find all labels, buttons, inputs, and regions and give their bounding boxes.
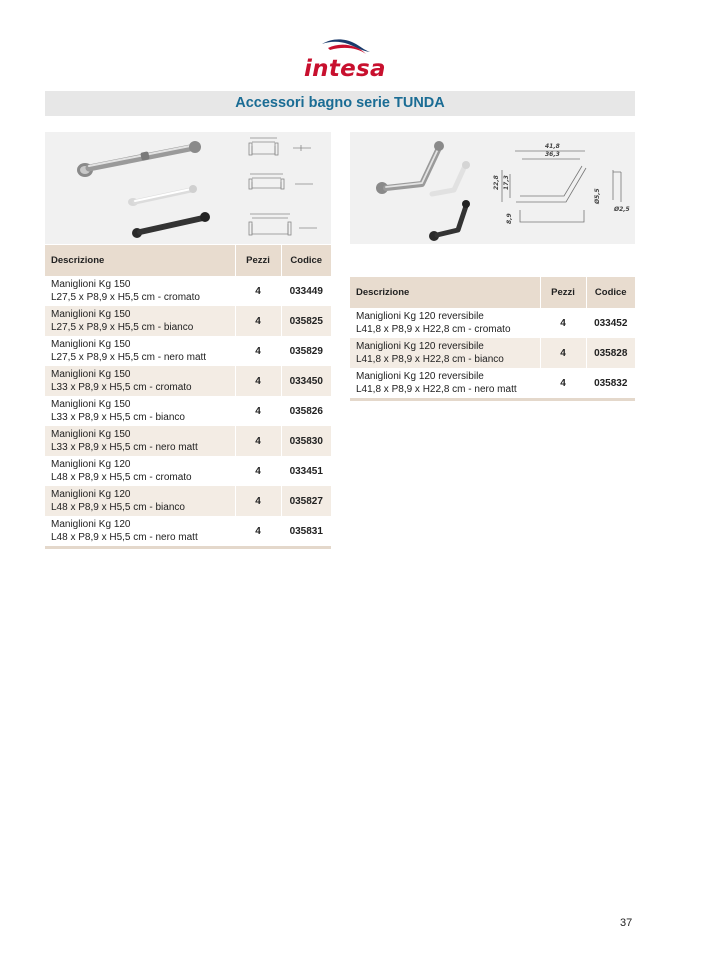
row-code: 035832: [586, 368, 635, 400]
table-row: [350, 338, 635, 368]
white-angled-bar-image: [432, 161, 470, 194]
row-description: [45, 426, 235, 456]
row-code: 035826: [289, 405, 323, 417]
row-description: [45, 306, 235, 336]
column-header-pieces: Pezzi: [235, 245, 281, 276]
row-code: 035830: [281, 426, 331, 456]
row-description-line2: L33 x P8,9 x H5,5 cm - cromato: [51, 382, 192, 393]
table-header-row: [45, 245, 331, 276]
table-row: [45, 456, 331, 486]
table-row: [45, 396, 331, 426]
dim-top-short: 36,3: [545, 151, 560, 158]
row-pieces: 4: [540, 308, 586, 338]
page-number: 37: [620, 917, 633, 929]
row-description-line1: Maniglioni Kg 150: [51, 399, 131, 410]
row-description: [350, 338, 540, 368]
row-description-line2: L27,5 x P8,9 x H5,5 cm - cromato: [51, 292, 200, 303]
dim-top-long: 41,8: [545, 143, 560, 150]
table-row: [350, 308, 635, 338]
table-row: [45, 366, 331, 396]
row-code: 035829: [289, 345, 323, 357]
row-pieces: 4: [235, 426, 281, 456]
product-photo-angled-grab-bars: [350, 132, 635, 244]
row-description-line2: L41,8 x P8,9 x H22,8 cm - bianco: [356, 354, 504, 365]
row-description-line1: Maniglioni Kg 150: [51, 279, 131, 290]
row-description-line2: L33 x P8,9 x H5,5 cm - bianco: [51, 412, 185, 423]
dim-depth: 8,9: [506, 213, 513, 224]
row-description-line2: L48 x P8,9 x H5,5 cm - cromato: [51, 472, 192, 483]
product-table-left: [45, 245, 331, 549]
row-pieces: 4: [235, 516, 281, 548]
grab-bar-illustration: [45, 132, 331, 244]
dim-side-height: Ø5,5: [594, 188, 601, 204]
table-row: [45, 426, 331, 456]
technical-drawings: [249, 138, 317, 235]
column-header-pieces: Pezzi: [540, 277, 586, 308]
chrome-angled-bar-image: [376, 141, 444, 194]
row-pieces: 4: [235, 366, 281, 396]
row-description: [45, 366, 235, 396]
column-header-code: Codice: [281, 245, 331, 276]
row-description-line1: Maniglioni Kg 120 reversibile: [356, 311, 484, 322]
row-description: [45, 456, 235, 486]
row-description: [45, 516, 235, 548]
row-description-line2: L41,8 x P8,9 x H22,8 cm - cromato: [356, 324, 511, 335]
page-title: Accessori bagno serie TUNDA: [235, 95, 445, 111]
row-description-line2: L27,5 x P8,9 x H5,5 cm - nero matt: [51, 352, 207, 363]
row-description: [45, 276, 235, 306]
section-title-bar: [45, 91, 635, 116]
row-description-line1: Maniglioni Kg 120: [51, 519, 131, 530]
row-pieces: 4: [235, 486, 281, 516]
row-description: [45, 396, 235, 426]
row-description: [45, 336, 235, 366]
row-description-line1: Maniglioni Kg 150: [51, 369, 131, 380]
row-code: 033450: [281, 366, 331, 396]
row-description-line2: L48 x P8,9 x H5,5 cm - bianco: [51, 502, 185, 513]
row-description-line1: Maniglioni Kg 150: [51, 309, 131, 320]
row-code: 035828: [586, 338, 635, 368]
row-description-line2: L41,8 x P8,9 x H22,8 cm - nero matt: [356, 384, 517, 395]
angled-grab-bar-illustration: [350, 132, 635, 244]
table-row: [45, 516, 331, 548]
row-description-line1: Maniglioni Kg 120 reversibile: [356, 371, 484, 382]
row-description-line1: Maniglioni Kg 120 reversibile: [356, 341, 484, 352]
row-pieces: 4: [235, 336, 281, 366]
row-pieces: 4: [540, 368, 586, 400]
row-code: 033451: [289, 465, 323, 477]
dim-side-diameter: Ø2,5: [614, 206, 630, 213]
dim-height-outer: 22,8: [493, 175, 500, 190]
dim-height-inner: 17,3: [503, 175, 510, 190]
white-grab-bar-image: [128, 185, 197, 206]
row-description-line1: Maniglioni Kg 150: [51, 339, 131, 350]
row-description-line1: Maniglioni Kg 150: [51, 429, 131, 440]
table-row: [350, 368, 635, 400]
table-header-row: [350, 277, 635, 308]
black-angled-bar-image: [429, 200, 470, 241]
row-description-line2: L27,5 x P8,9 x H5,5 cm - bianco: [51, 322, 194, 333]
table-row: [45, 276, 331, 306]
row-description: [45, 486, 235, 516]
product-photo-straight-grab-bars: [45, 132, 331, 244]
black-grab-bar-image: [132, 212, 210, 238]
row-pieces: 4: [235, 276, 281, 306]
row-description-line1: Maniglioni Kg 120: [51, 489, 131, 500]
row-pieces: 4: [235, 306, 281, 336]
angled-technical-drawing: [502, 151, 621, 222]
row-code: 035831: [281, 516, 331, 548]
row-description-line1: Maniglioni Kg 120: [51, 459, 131, 470]
row-description: [350, 368, 540, 400]
row-description-line2: L33 x P8,9 x H5,5 cm - nero matt: [51, 442, 198, 453]
column-header-code: Codice: [586, 277, 635, 308]
column-header-description: Descrizione: [45, 245, 235, 276]
chrome-grab-bar-image: [77, 141, 201, 177]
table-row: [45, 486, 331, 516]
row-code: 033452: [594, 317, 628, 329]
brand-name: intesa: [304, 56, 386, 82]
brand-logo: [300, 36, 384, 82]
row-code: 035827: [281, 486, 331, 516]
row-description-line2: L48 x P8,9 x H5,5 cm - nero matt: [51, 532, 198, 543]
row-pieces: 4: [235, 396, 281, 426]
row-pieces: 4: [540, 338, 586, 368]
product-table-right: [350, 277, 635, 401]
row-code: 033449: [289, 285, 323, 297]
table-row: [45, 306, 331, 336]
row-pieces: 4: [235, 456, 281, 486]
table-row: [45, 336, 331, 366]
row-code: 035825: [281, 306, 331, 336]
column-header-description: Descrizione: [350, 277, 540, 308]
row-description: [350, 308, 540, 338]
